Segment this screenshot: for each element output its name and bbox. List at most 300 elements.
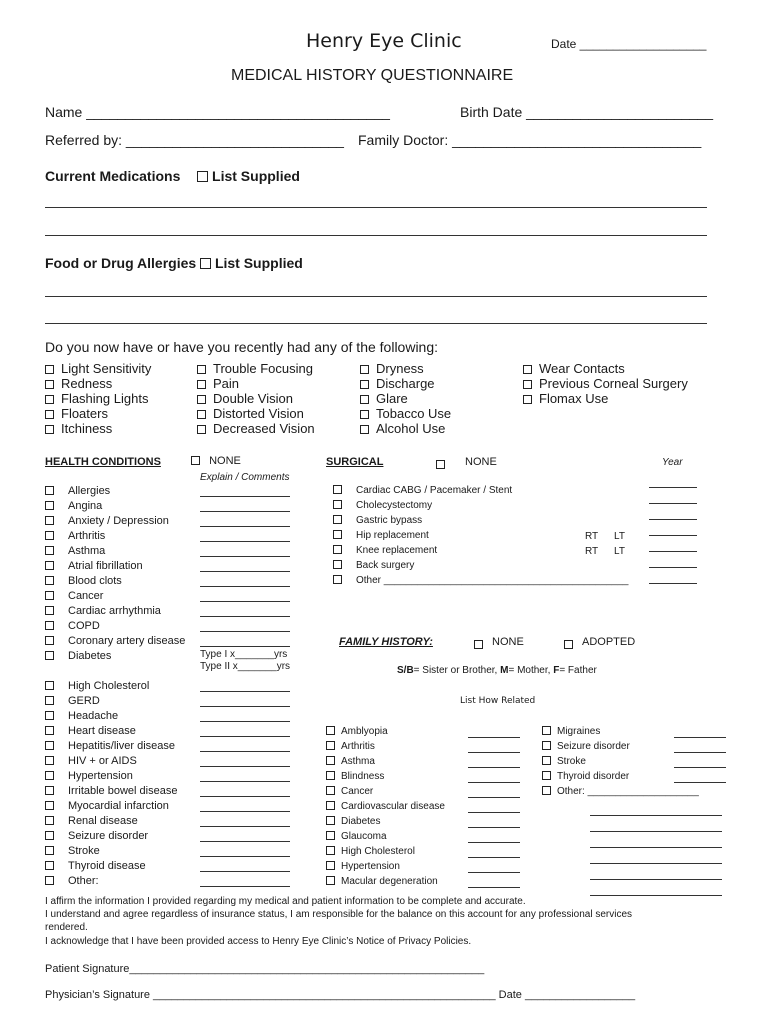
allergies-label: [45, 255, 303, 271]
health-atrial-fibrillation-label: Atrial fibrillation: [68, 560, 143, 572]
health-heart-disease-label: Heart disease: [68, 725, 136, 737]
family-blindness-relation-line[interactable]: [468, 771, 520, 783]
health-heart-disease-checkbox[interactable]: [45, 726, 54, 735]
health-asthma-comment-line[interactable]: [200, 545, 290, 557]
health-anxiety-depression-row[interactable]: [45, 515, 169, 530]
health-thyroid-disease-row[interactable]: [45, 860, 146, 875]
health-coronary-artery-disease-row[interactable]: [45, 635, 186, 650]
symptom-redness-label: Redness: [61, 376, 113, 391]
health-renal-disease-row[interactable]: [45, 815, 138, 830]
legend-sb-text: = Sister or Brother,: [413, 665, 498, 676]
health-diabetes-label: Diabetes: [68, 650, 112, 662]
surgical-year-lines: [649, 473, 697, 585]
symptom-pain-checkbox[interactable]: [197, 380, 206, 389]
family-other-line-2[interactable]: [590, 833, 722, 848]
family-arthritis-label: Arthritis: [341, 741, 375, 752]
family-other-line-3[interactable]: [590, 849, 722, 864]
health-seizure-disorder-row[interactable]: [45, 830, 149, 845]
health-coronary-artery-disease-comment-line[interactable]: [200, 635, 290, 647]
symptom-double-vision-label: Double Vision: [213, 391, 293, 406]
family-stroke-row[interactable]: [542, 756, 722, 771]
health-asthma-checkbox[interactable]: [45, 546, 54, 555]
health-headache-checkbox[interactable]: [45, 711, 54, 720]
family-diabetes-row[interactable]: [326, 816, 445, 831]
health-hiv-or-aids-comment-line[interactable]: [200, 755, 290, 767]
health-anxiety-depression-comment-line[interactable]: [200, 515, 290, 527]
page-title: MEDICAL HISTORY QUESTIONNAIRE: [231, 67, 514, 84]
adopted-checkbox[interactable]: [564, 635, 573, 653]
surgery-year-line-6[interactable]: [649, 569, 697, 584]
patient-signature-field[interactable]: Patient Signature__________________________________________________________: [45, 963, 485, 975]
health-cancer-checkbox[interactable]: [45, 591, 54, 600]
health-arthritis-row[interactable]: [45, 530, 106, 545]
symptom-floaters[interactable]: [45, 406, 151, 421]
health-cardiac-arrhythmia-comment-line[interactable]: [200, 605, 290, 617]
family-blindness-checkbox[interactable]: [326, 771, 335, 780]
health-copd-row[interactable]: [45, 620, 100, 635]
family-arthritis-row[interactable]: [326, 741, 445, 756]
health-gerd-label: GERD: [68, 695, 100, 707]
health-stroke-checkbox[interactable]: [45, 846, 54, 855]
health-copd-comment-line[interactable]: [200, 620, 290, 632]
health-allergies-checkbox[interactable]: [45, 486, 54, 495]
symptom-dryness-label: Dryness: [376, 361, 424, 376]
birth-date-field[interactable]: Birth Date ________________________: [460, 104, 714, 120]
symptom-flashing-lights[interactable]: [45, 391, 151, 406]
health-coronary-artery-disease-checkbox[interactable]: [45, 636, 54, 645]
symptom-decreased-vision-checkbox[interactable]: [197, 425, 206, 434]
family-amblyopia-label: Amblyopia: [341, 726, 388, 737]
health-stroke-row[interactable]: [45, 845, 100, 860]
surgery-year-line-0[interactable]: [649, 473, 697, 488]
surgery-row-6[interactable]: [333, 575, 629, 590]
health-angina-checkbox[interactable]: [45, 501, 54, 510]
family-doctor-field[interactable]: Family Doctor: ________________________________: [358, 132, 702, 148]
surgery-6-checkbox[interactable]: [333, 575, 342, 584]
family-hypertension-relation-line[interactable]: [468, 861, 520, 873]
symptom-flashing-lights-checkbox[interactable]: [45, 395, 54, 404]
family-blindness-row[interactable]: [326, 771, 445, 786]
family-other-checkbox[interactable]: [542, 786, 551, 795]
family-hypertension-row[interactable]: [326, 861, 445, 876]
health-hepatitis-liver-disease-row[interactable]: [45, 740, 175, 755]
family-migraines-checkbox[interactable]: [542, 726, 551, 735]
family-hypertension-checkbox[interactable]: [326, 861, 335, 870]
name-field[interactable]: Name _______________________________________: [45, 104, 390, 120]
surgery-3-checkbox[interactable]: [333, 530, 342, 539]
family-seizure-disorder-row[interactable]: [542, 741, 722, 756]
health-allergies-label: Allergies: [68, 485, 111, 497]
symptom-wear-contacts-label: Wear Contacts: [539, 361, 625, 376]
family-migraines-row[interactable]: [542, 726, 722, 741]
health-heart-disease-row[interactable]: [45, 725, 136, 740]
family-seizure-disorder-checkbox[interactable]: [542, 741, 551, 750]
symptom-decreased-vision[interactable]: [197, 421, 315, 436]
health-gerd-row[interactable]: [45, 695, 100, 710]
family-macular-degeneration-row[interactable]: [326, 876, 445, 891]
symptoms-column-3: [360, 361, 451, 436]
health-other-row[interactable]: [45, 875, 99, 890]
health-hiv-or-aids-row[interactable]: [45, 755, 137, 770]
symptom-tobacco-use-checkbox[interactable]: [360, 410, 369, 419]
symptom-flomax-use[interactable]: [523, 391, 688, 406]
family-cancer-row[interactable]: [326, 786, 445, 801]
surgery-row-5[interactable]: [333, 560, 629, 575]
allergies-heading: Food or Drug Allergies: [45, 255, 197, 271]
adopted-label: ADOPTED: [582, 636, 636, 648]
acknowledge-statement: I acknowledge that I have been provided access to Henry Eye Clinic’s Notice of Privacy Policies.: [45, 936, 472, 947]
health-atrial-fibrillation-row[interactable]: [45, 560, 143, 575]
symptom-pain-label: Pain: [213, 376, 240, 391]
symptom-trouble-focusing-label: Trouble Focusing: [213, 361, 313, 376]
health-blood-clots-label: Blood clots: [68, 575, 122, 587]
surgery-row-0[interactable]: [333, 485, 629, 500]
symptom-flomax-use-checkbox[interactable]: [523, 395, 532, 404]
health-atrial-fibrillation-checkbox[interactable]: [45, 561, 54, 570]
symptom-tobacco-use[interactable]: [360, 406, 451, 421]
health-renal-disease-comment-line[interactable]: [200, 815, 290, 827]
health-hepatitis-liver-disease-label: Hepatitis/liver disease: [68, 740, 175, 752]
health-stroke-label: Stroke: [68, 845, 100, 857]
health-myocardial-infarction-comment-line[interactable]: [200, 800, 290, 812]
surgery-1-checkbox[interactable]: [333, 500, 342, 509]
surgical-none-checkbox[interactable]: [436, 455, 445, 473]
health-hiv-or-aids-label: HIV + or AIDS: [68, 755, 137, 767]
allergies-list-supplied-checkbox[interactable]: [200, 258, 211, 269]
health-seizure-disorder-checkbox[interactable]: [45, 831, 54, 840]
surgery-row-1[interactable]: [333, 500, 629, 515]
health-hypertension-label: Hypertension: [68, 770, 133, 782]
legend-f: F: [553, 665, 560, 676]
symptom-trouble-focusing[interactable]: [197, 361, 315, 376]
surgery-year-line-1[interactable]: [649, 489, 697, 504]
health-arthritis-label: Arthritis: [68, 530, 106, 542]
health-seizure-disorder-comment-line[interactable]: [200, 830, 290, 842]
health-seizure-disorder-label: Seizure disorder: [68, 830, 149, 842]
hip-rt-label: RT: [585, 531, 599, 542]
symptom-decreased-vision-label: Decreased Vision: [213, 421, 315, 436]
relation-legend: [397, 665, 597, 676]
knee-rt-label: RT: [585, 546, 599, 557]
family-history-heading: FAMILY HISTORY:: [339, 636, 433, 648]
family-glaucoma-relation-line[interactable]: [468, 831, 520, 843]
health-high-cholesterol-comment-line[interactable]: [200, 680, 290, 692]
family-high-cholesterol-checkbox[interactable]: [326, 846, 335, 855]
family-cardiovascular-disease-row[interactable]: [326, 801, 445, 816]
symptom-distorted-vision-label: Distorted Vision: [213, 406, 304, 421]
health-allergies-row[interactable]: [45, 485, 111, 500]
health-hepatitis-liver-disease-comment-line[interactable]: [200, 740, 290, 752]
symptom-wear-contacts[interactable]: [523, 361, 688, 376]
health-angina-row[interactable]: [45, 500, 103, 515]
surgery-2-label: Gastric bypass: [356, 515, 423, 526]
family-thyroid-disorder-relation-line[interactable]: [674, 771, 726, 783]
family-high-cholesterol-row[interactable]: [326, 846, 445, 861]
family-cardiovascular-disease-label: Cardiovascular disease: [341, 801, 445, 812]
family-cancer-relation-line[interactable]: [468, 786, 520, 798]
health-cardiac-arrhythmia-row[interactable]: [45, 605, 161, 620]
health-allergies-comment-line[interactable]: [200, 485, 290, 497]
symptom-dryness[interactable]: [360, 361, 451, 376]
family-amblyopia-checkbox[interactable]: [326, 726, 335, 735]
understand-statement-cont: rendered.: [45, 922, 88, 933]
legend-f-text: = Father: [559, 665, 597, 676]
health-asthma-label: Asthma: [68, 545, 106, 557]
health-cardiac-arrhythmia-checkbox[interactable]: [45, 606, 54, 615]
medications-list-supplied-label: List Supplied: [212, 168, 300, 184]
symptom-pain[interactable]: [197, 376, 315, 391]
family-stroke-relation-line[interactable]: [674, 756, 726, 768]
family-seizure-disorder-relation-line[interactable]: [674, 741, 726, 753]
health-blood-clots-comment-line[interactable]: [200, 575, 290, 587]
family-list-2: [542, 726, 722, 897]
symptom-double-vision[interactable]: [197, 391, 315, 406]
health-high-cholesterol-row[interactable]: [45, 680, 150, 695]
surgery-4-label: Knee replacement: [356, 545, 438, 556]
family-other-line-0[interactable]: [590, 801, 722, 816]
symptom-alcohol-use-label: Alcohol Use: [376, 421, 446, 436]
health-list-a: [45, 485, 186, 665]
symptom-light-sensitivity-checkbox[interactable]: [45, 365, 54, 374]
family-glaucoma-checkbox[interactable]: [326, 831, 335, 840]
surgical-heading: SURGICAL: [326, 456, 384, 468]
health-cancer-comment-line[interactable]: [200, 590, 290, 602]
family-high-cholesterol-relation-line[interactable]: [468, 846, 520, 858]
legend-m-text: = Mother,: [508, 665, 551, 676]
symptom-itchiness-checkbox[interactable]: [45, 425, 54, 434]
symptom-glare-label: Glare: [376, 391, 408, 406]
surgery-5-checkbox[interactable]: [333, 560, 342, 569]
family-asthma-label: Asthma: [341, 756, 375, 767]
family-migraines-relation-line[interactable]: [674, 726, 726, 738]
family-asthma-relation-line[interactable]: [468, 756, 520, 768]
health-asthma-row[interactable]: [45, 545, 106, 560]
health-irritable-bowel-disease-checkbox[interactable]: [45, 786, 54, 795]
health-thyroid-disease-label: Thyroid disease: [68, 860, 146, 872]
family-other-line-1[interactable]: [590, 817, 722, 832]
family-hypertension-label: Hypertension: [341, 861, 400, 872]
symptom-itchiness[interactable]: [45, 421, 151, 436]
symptom-previous-corneal-surgery[interactable]: [523, 376, 688, 391]
health-gerd-checkbox[interactable]: [45, 696, 54, 705]
health-irritable-bowel-disease-comment-line[interactable]: [200, 785, 290, 797]
symptom-alcohol-use-checkbox[interactable]: [360, 425, 369, 434]
surgery-1-label: Cholecystectomy: [356, 500, 433, 511]
symptom-wear-contacts-checkbox[interactable]: [523, 365, 532, 374]
health-diabetes-row[interactable]: [45, 650, 112, 665]
health-thyroid-disease-comment-line[interactable]: [200, 860, 290, 872]
health-gerd-comment-line[interactable]: [200, 695, 290, 707]
health-other-label: Other:: [68, 875, 99, 887]
family-diabetes-relation-line[interactable]: [468, 816, 520, 828]
symptom-alcohol-use[interactable]: [360, 421, 451, 436]
family-stroke-checkbox[interactable]: [542, 756, 551, 765]
current-medications-label: [45, 168, 300, 184]
medications-list-supplied-checkbox[interactable]: [197, 171, 208, 182]
allergies-line-1[interactable]: [45, 296, 707, 297]
symptom-floaters-checkbox[interactable]: [45, 410, 54, 419]
health-other-comment-line[interactable]: [200, 875, 290, 887]
family-thyroid-disorder-checkbox[interactable]: [542, 771, 551, 780]
health-renal-disease-checkbox[interactable]: [45, 816, 54, 825]
symptom-dryness-checkbox[interactable]: [360, 365, 369, 374]
family-none-checkbox[interactable]: [474, 635, 483, 653]
symptom-discharge-label: Discharge: [376, 376, 435, 391]
family-cancer-checkbox[interactable]: [326, 786, 335, 795]
clinic-name: Henry Eye Clinic: [306, 30, 462, 52]
surgery-year-line-4[interactable]: [649, 537, 697, 552]
health-other-checkbox[interactable]: [45, 876, 54, 885]
list-how-related-label: List How Related: [460, 696, 536, 706]
health-myocardial-infarction-checkbox[interactable]: [45, 801, 54, 810]
health-copd-checkbox[interactable]: [45, 621, 54, 630]
symptom-glare-checkbox[interactable]: [360, 395, 369, 404]
symptom-itchiness-label: Itchiness: [61, 421, 113, 436]
symptom-distorted-vision-checkbox[interactable]: [197, 410, 206, 419]
diabetes-type-1-field[interactable]: Type I x_______yrs: [200, 649, 288, 660]
health-blood-clots-row[interactable]: [45, 575, 122, 590]
health-hypertension-comment-line[interactable]: [200, 770, 290, 782]
surgery-4-checkbox[interactable]: [333, 545, 342, 554]
family-high-cholesterol-label: High Cholesterol: [341, 846, 415, 857]
health-hepatitis-liver-disease-checkbox[interactable]: [45, 741, 54, 750]
family-glaucoma-label: Glaucoma: [341, 831, 387, 842]
family-migraines-label: Migraines: [557, 726, 601, 737]
health-headache-label: Headache: [68, 710, 119, 722]
family-asthma-row[interactable]: [326, 756, 445, 771]
surgery-year-line-5[interactable]: [649, 553, 697, 568]
diabetes-type-2-field[interactable]: Type II x_______yrs: [200, 661, 291, 672]
surgical-none-label: NONE: [465, 456, 497, 468]
health-arthritis-checkbox[interactable]: [45, 531, 54, 540]
symptom-distorted-vision[interactable]: [197, 406, 315, 421]
family-macular-degeneration-label: Macular degeneration: [341, 876, 438, 887]
health-copd-label: COPD: [68, 620, 100, 632]
family-list-1: [326, 726, 445, 891]
family-seizure-disorder-label: Seizure disorder: [557, 741, 630, 752]
health-none-label: NONE: [209, 455, 241, 467]
health-hypertension-row[interactable]: [45, 770, 133, 785]
symptom-floaters-label: Floaters: [61, 406, 108, 421]
symptom-glare[interactable]: [360, 391, 451, 406]
family-cardiovascular-disease-checkbox[interactable]: [326, 801, 335, 810]
surgical-year-label: Year: [662, 457, 683, 468]
legend-m: M: [500, 665, 509, 676]
symptom-tobacco-use-label: Tobacco Use: [376, 406, 452, 421]
health-anxiety-depression-label: Anxiety / Depression: [68, 515, 169, 527]
surgery-0-label: Cardiac CABG / Pacemaker / Stent: [356, 485, 513, 496]
health-none-option[interactable]: [191, 455, 241, 467]
allergies-line-2[interactable]: [45, 323, 707, 324]
allergies-list-supplied-label: List Supplied: [214, 255, 303, 271]
surgery-6-label: Other ____________________________________________: [356, 575, 629, 586]
health-thyroid-disease-checkbox[interactable]: [45, 861, 54, 870]
health-cancer-row[interactable]: [45, 590, 104, 605]
health-angina-label: Angina: [68, 500, 103, 512]
health-list-b: [45, 680, 178, 890]
symptom-discharge-checkbox[interactable]: [360, 380, 369, 389]
health-irritable-bowel-disease-label: Irritable bowel disease: [68, 785, 178, 797]
health-anxiety-depression-checkbox[interactable]: [45, 516, 54, 525]
legend-sb: S/B: [397, 665, 414, 676]
family-macular-degeneration-relation-line[interactable]: [468, 876, 520, 888]
health-blood-clots-checkbox[interactable]: [45, 576, 54, 585]
medications-line-1[interactable]: [45, 207, 707, 208]
symptom-discharge[interactable]: [360, 376, 451, 391]
health-atrial-fibrillation-comment-line[interactable]: [200, 560, 290, 572]
family-arthritis-relation-line[interactable]: [468, 741, 520, 753]
explain-comments-label: Explain / Comments: [200, 472, 290, 483]
health-heart-disease-comment-line[interactable]: [200, 725, 290, 737]
symptom-light-sensitivity[interactable]: [45, 361, 151, 376]
symptom-redness[interactable]: [45, 376, 151, 391]
referred-by-field[interactable]: Referred by: ____________________________: [45, 132, 344, 148]
family-asthma-checkbox[interactable]: [326, 756, 335, 765]
surgery-0-checkbox[interactable]: [333, 485, 342, 494]
health-cardiac-arrhythmia-label: Cardiac arrhythmia: [68, 605, 161, 617]
symptoms-column-1: [45, 361, 151, 436]
surgery-row-2[interactable]: [333, 515, 629, 530]
symptom-trouble-focusing-checkbox[interactable]: [197, 365, 206, 374]
family-other-line-5[interactable]: [590, 881, 722, 896]
knee-lt-label: LT: [614, 546, 625, 557]
health-myocardial-infarction-label: Myocardial infarction: [68, 800, 169, 812]
symptom-redness-checkbox[interactable]: [45, 380, 54, 389]
physician-signature-field[interactable]: Physician’s Signature ________________________________________________________ Date __________________: [45, 989, 636, 1001]
health-angina-comment-line[interactable]: [200, 500, 290, 512]
symptoms-question: Do you now have or have you recently had any of the following:: [45, 339, 439, 355]
hip-lt-label: LT: [614, 531, 625, 542]
family-cardiovascular-disease-relation-line[interactable]: [468, 801, 520, 813]
family-amblyopia-row[interactable]: [326, 726, 445, 741]
health-myocardial-infarction-row[interactable]: [45, 800, 169, 815]
health-arthritis-comment-line[interactable]: [200, 530, 290, 542]
symptom-double-vision-checkbox[interactable]: [197, 395, 206, 404]
surgery-2-checkbox[interactable]: [333, 515, 342, 524]
symptoms-column-2: [197, 361, 315, 436]
symptom-previous-corneal-surgery-checkbox[interactable]: [523, 380, 532, 389]
symptom-flomax-use-label: Flomax Use: [539, 391, 609, 406]
symptoms-column-4: [523, 361, 688, 406]
symptom-previous-corneal-surgery-label: Previous Corneal Surgery: [539, 376, 688, 391]
health-headache-comment-line[interactable]: [200, 710, 290, 722]
surgery-year-line-2[interactable]: [649, 505, 697, 520]
health-high-cholesterol-label: High Cholesterol: [68, 680, 150, 692]
health-hiv-or-aids-checkbox[interactable]: [45, 756, 54, 765]
health-high-cholesterol-checkbox[interactable]: [45, 681, 54, 690]
health-hypertension-checkbox[interactable]: [45, 771, 54, 780]
health-headache-row[interactable]: [45, 710, 119, 725]
health-irritable-bowel-disease-row[interactable]: [45, 785, 178, 800]
family-other-line-4[interactable]: [590, 865, 722, 880]
health-none-checkbox[interactable]: [191, 456, 200, 465]
health-renal-disease-label: Renal disease: [68, 815, 138, 827]
family-thyroid-disorder-row[interactable]: [542, 771, 722, 786]
family-amblyopia-relation-line[interactable]: [468, 726, 520, 738]
medications-line-2[interactable]: [45, 235, 707, 236]
family-other-row[interactable]: [542, 786, 722, 801]
header-date-field[interactable]: Date ___________________: [551, 37, 707, 51]
family-arthritis-checkbox[interactable]: [326, 741, 335, 750]
affirm-statement: I affirm the information I provided regarding my medical and patient information to be complete and accurate.: [45, 896, 526, 907]
family-macular-degeneration-checkbox[interactable]: [326, 876, 335, 885]
surgery-year-line-3[interactable]: [649, 521, 697, 536]
family-diabetes-checkbox[interactable]: [326, 816, 335, 825]
health-stroke-comment-line[interactable]: [200, 845, 290, 857]
family-glaucoma-row[interactable]: [326, 831, 445, 846]
health-diabetes-checkbox[interactable]: [45, 651, 54, 660]
family-thyroid-disorder-label: Thyroid disorder: [557, 771, 630, 782]
